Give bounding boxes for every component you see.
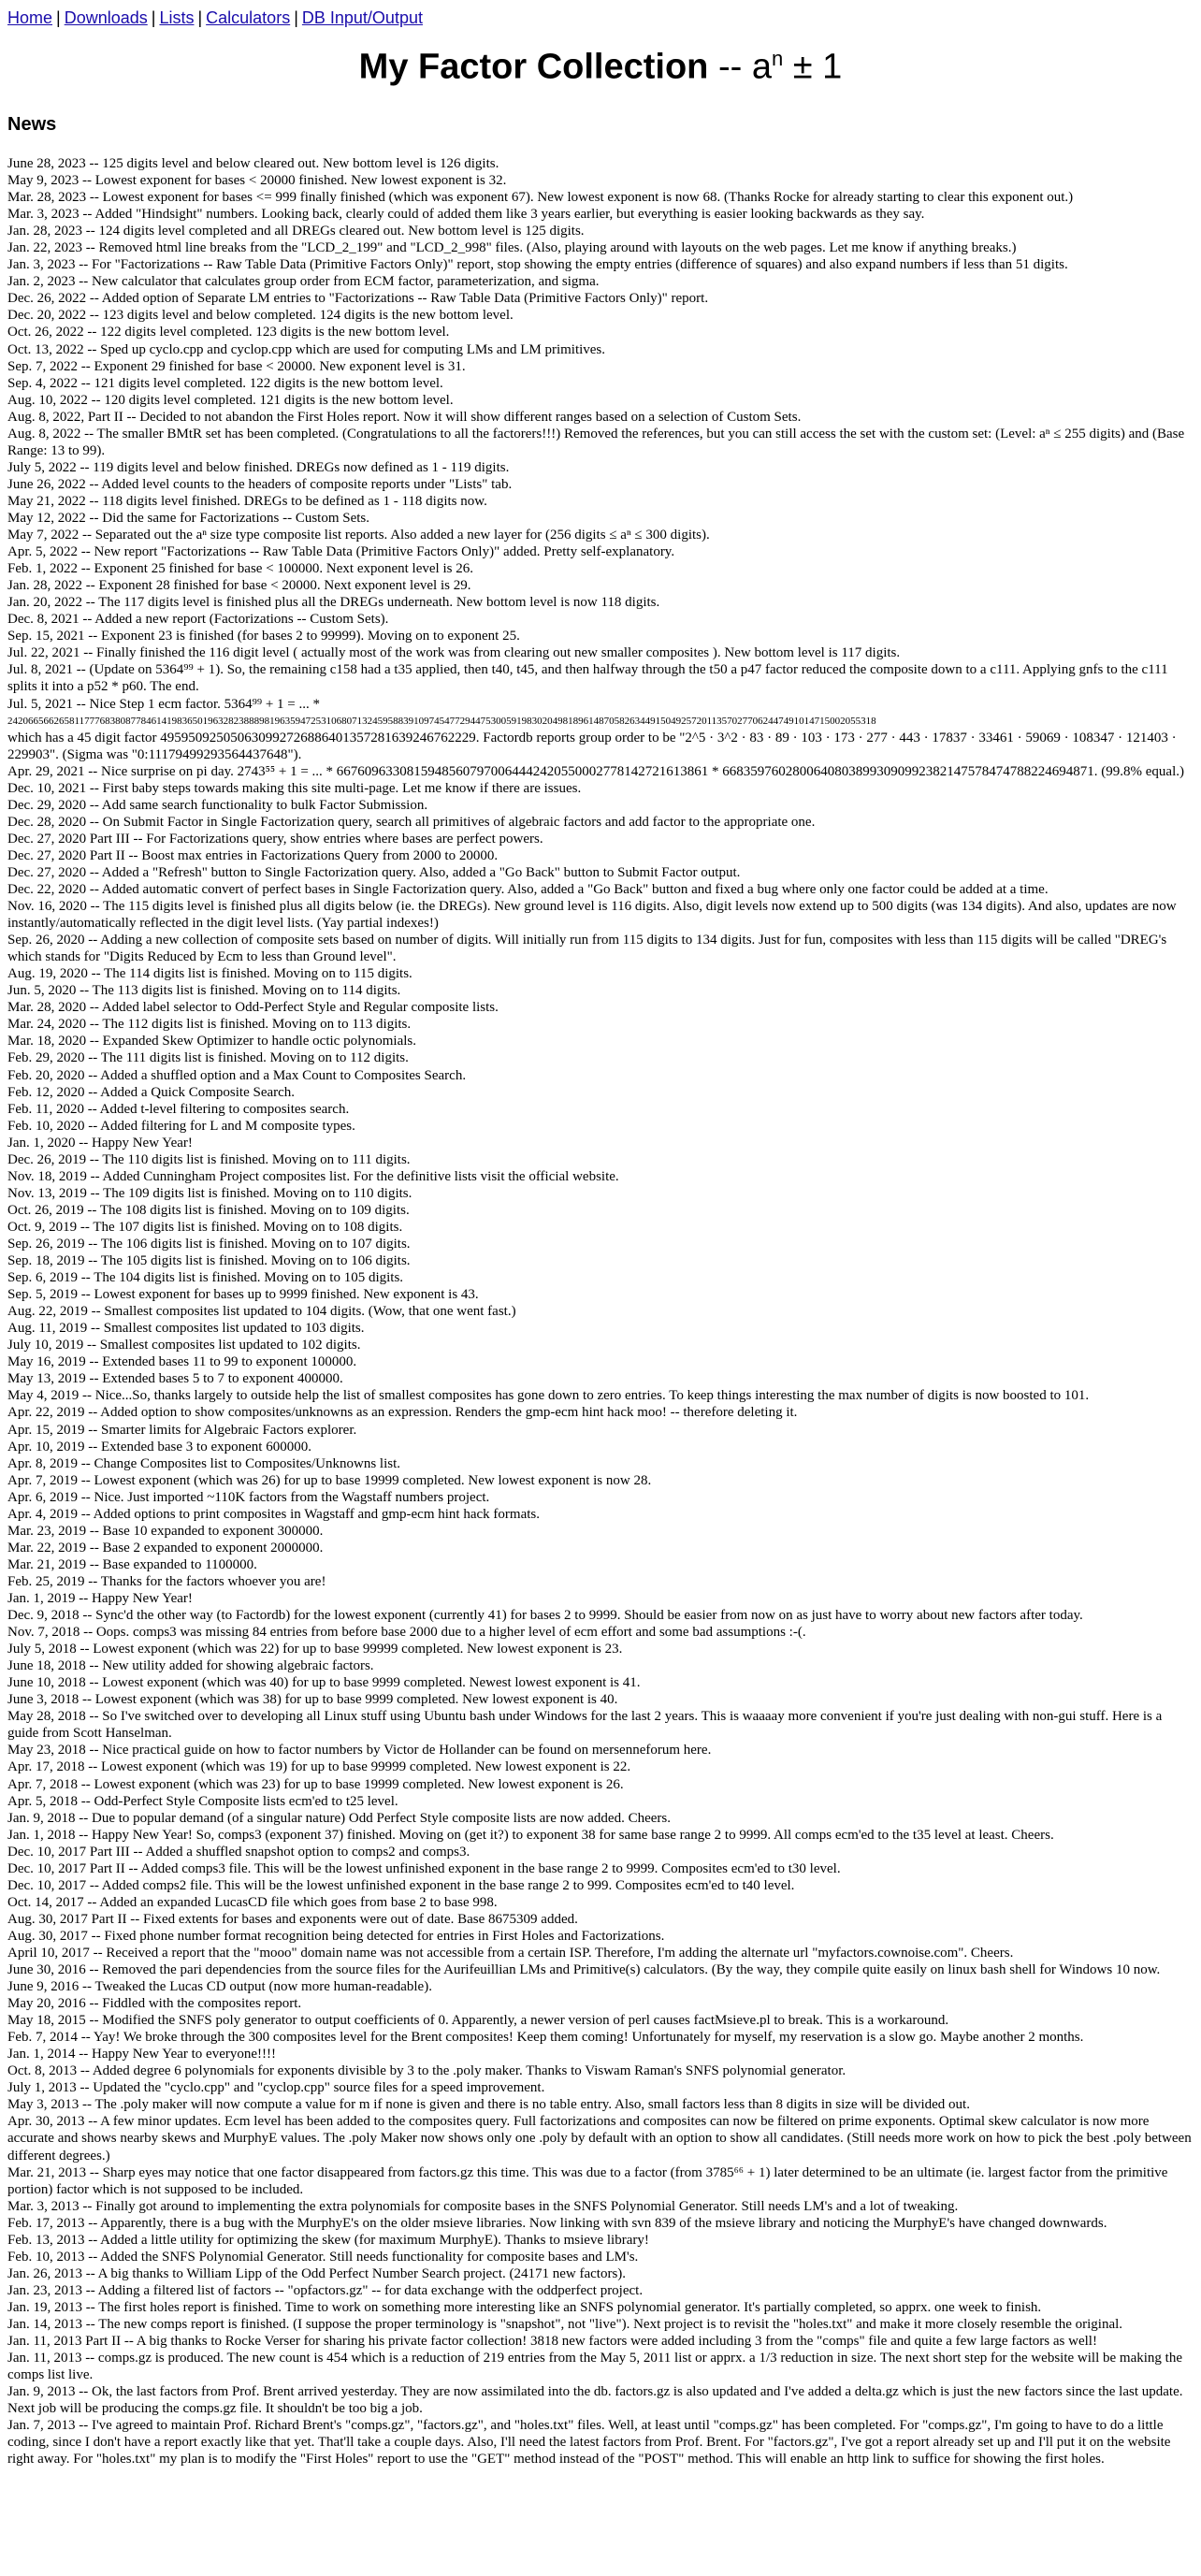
- news-item: Apr. 5, 2018 -- Odd-Perfect Style Composite lists ecm'ed to t25 level.: [7, 1793, 398, 1809]
- news-item: Dec. 22, 2020 -- Added automatic convert of perfect bases in Single Factorization query. Also, added a "Go Back" button and fixed a bug where only one factor could be added at a time.: [7, 882, 1049, 898]
- news-item: Nov. 13, 2019 -- The 109 digits list is finished. Moving on to 110 digits.: [7, 1185, 412, 1201]
- news-item: July 5, 2022 -- 119 digits level and below finished. DREGs now defined as 1 - 119 digits.: [7, 459, 510, 475]
- news-item: June 3, 2018 -- Lowest exponent (which was 38) for up to base 9999 completed. New lowest exponent is 40.: [7, 1692, 618, 1708]
- nav-separator: |: [151, 8, 156, 27]
- news-item: Feb. 20, 2020 -- Added a shuffled option and a Max Count to Composites Search.: [7, 1067, 467, 1083]
- news-item: Jan. 11, 2013 -- comps.gz is produced. The new count is 454 which is a reduction of 219 entries from the May 5, 2011 list or apprx. a 1/3 reduction in size. The next short step for the website will be making the comps list live.: [7, 2351, 1182, 2383]
- news-item: Aug. 30, 2017 Part II -- Fixed extents for bases and exponents were out of date. Base 8675309 added.: [7, 1911, 578, 1927]
- news-item: Mar. 22, 2019 -- Base 2 expanded to exponent 2000000.: [7, 1540, 324, 1556]
- news-item: June 10, 2018 -- Lowest exponent (which was 40) for up to base 9999 completed. Newest lowest exponent is 41.: [7, 1675, 641, 1691]
- news-item: Apr. 17, 2018 -- Lowest exponent (which was 19) for up to base 99999 completed. New lowest exponent is 22.: [7, 1759, 631, 1775]
- news-item: Jan. 11, 2013 Part II -- A big thanks to Rocke Verser for sharing his private factor collection! 3818 new factors were added including 3 from the "comps" file and quite a few large factors as well!: [7, 2334, 1097, 2350]
- news-item: Feb. 29, 2020 -- The 111 digits list is finished. Moving on to 112 digits.: [7, 1050, 409, 1066]
- news-item: Jan. 1, 2014 -- Happy New Year to everyone!!!!: [7, 2047, 276, 2062]
- news-item: Jan. 3, 2023 -- For "Factorizations -- Raw Table Data (Primitive Factors Only)" report, stop showing the empty entries (difference of squares) and also expand numbers if less than 51 digits.: [7, 257, 1068, 273]
- news-item: Sep. 6, 2019 -- The 104 digits list is finished. Moving on to 105 digits.: [7, 1270, 404, 1286]
- news-item: Dec. 27, 2020 Part II -- Boost max entries in Factorizations Query from 2000 to 20000.: [7, 847, 499, 863]
- nav-home-link[interactable]: Home: [7, 8, 53, 27]
- page-title-main: My Factor Collection: [358, 47, 709, 87]
- news-item: Mar. 28, 2023 -- Lowest exponent for bases <= 999 finally finished (which was exponent 67). New lowest exponent is now 68. (Thanks Rocke for already starting to clear this exponent out.): [7, 190, 1074, 206]
- news-item: Sep. 18, 2019 -- The 105 digits list is finished. Moving on to 106 digits.: [7, 1253, 411, 1269]
- news-item: Mar. 3, 2013 -- Finally got around to implementing the extra polynomials for composite bases in the SNFS Polynomial Generator. Still needs LM's and a lot of tweaking.: [7, 2198, 959, 2214]
- news-item: July 10, 2019 -- Smallest composites list updated to 102 digits.: [7, 1338, 361, 1353]
- news-item: Aug. 10, 2022 -- 120 digits level completed. 121 digits is the new bottom level.: [7, 392, 454, 408]
- news-item: Nov. 18, 2019 -- Added Cunningham Project composites list. For the definitive lists visit the official website.: [7, 1168, 619, 1184]
- news-item: May 3, 2013 -- The .poly maker will now compute a value for m if none is given and there is no table entry. Also, small factors less than 8 digits in size will be divided out.: [7, 2097, 970, 2113]
- news-item: Jan. 19, 2013 -- The first holes report is finished. Time to work on something more interesting like an SNFS polynomial generator. It's partially completed, so apprx. one week to finish.: [7, 2299, 1042, 2315]
- news-item: Mar. 18, 2020 -- Expanded Skew Optimizer to handle octic polynomials.: [7, 1034, 416, 1049]
- news-item: Feb. 13, 2013 -- Added a little utility for optimizing the skew (for maximum MurphyE). Thanks to msieve library!: [7, 2232, 649, 2248]
- news-item: Dec. 10, 2021 -- First baby steps towards making this site multi-page. Let me know if there are issues.: [7, 780, 582, 796]
- news-item: June 30, 2016 -- Removed the pari dependencies from the source files for the Aurifeuillian LMs and Primitive(s) calculators. (By the way, they compile quite easily on linux bash shell for Windows 10 now.: [7, 1962, 1161, 1978]
- news-item: June 26, 2022 -- Added level counts to the headers of composite reports under "Lists" tab.: [7, 476, 513, 492]
- news-item: May 7, 2022 -- Separated out the aⁿ size type composite list reports. Also added a new layer for (256 digits ≤ aⁿ ≤ 300 digits).: [7, 528, 710, 543]
- news-item: Dec. 27, 2020 -- Added a "Refresh" button to Single Factorization query. Also, added a "Go Back" button to Submit Factor output.: [7, 864, 741, 880]
- news-item: May 13, 2019 -- Extended bases 5 to 7 to exponent 400000.: [7, 1371, 343, 1387]
- nav-separator: |: [294, 8, 298, 27]
- news-item: Dec. 26, 2022 -- Added option of Separate LM entries to "Factorizations -- Raw Table Data (Primitive Factors Only)" report.: [7, 291, 709, 307]
- news-item: Mar. 21, 2013 -- Sharp eyes may notice that one factor disappeared from factors.gz this time. This was due to a factor (from 3785⁶⁶ + 1) later determined to be an ultimate (ie. largest factor from the primitive portion) factor which is not supposed to be included.: [7, 2164, 1168, 2197]
- news-item: Dec. 10, 2017 Part III -- Added a shuffled snapshot option to comps2 and comps3.: [7, 1844, 470, 1860]
- news-item: Sep. 15, 2021 -- Exponent 23 is finished (for bases 2 to 99999). Moving on to exponent 25.: [7, 629, 520, 644]
- news-item: Feb. 10, 2020 -- Added filtering for L and M composite types.: [7, 1118, 355, 1134]
- news-item: Apr. 15, 2019 -- Smarter limits for Algebraic Factors explorer.: [7, 1422, 357, 1438]
- news-item: June 18, 2018 -- New utility added for showing algebraic factors.: [7, 1658, 374, 1674]
- news-item: Jul. 8, 2021 -- (Update on 5364⁹⁹ + 1). So, the remaining c158 had a t35 applied, then t40, t45, and then halfway through the t50 a p47 factor reduced the composite down to a c111. Applying gnfs to the c111 splits it into a p52 * p60. The end.: [7, 662, 1168, 695]
- news-item: Dec. 20, 2022 -- 123 digits level and below completed. 124 digits is the new bottom level.: [7, 308, 514, 324]
- news-item: Feb. 12, 2020 -- Added a Quick Composite Search.: [7, 1084, 296, 1100]
- news-item: Jan. 9, 2013 -- Ok, the last factors from Prof. Brent arrived yesterday. They are now assimilated into the db. factors.gz is also updated and I've added a delta.gz which is just the new factors since the last update. Next job will be producing the comps.gz file. It shouldn't be too big a job.: [7, 2384, 1183, 2417]
- news-item: May 28, 2018 -- So I've switched over to developing all Linux stuff using Ubuntu bash under Windows for the last 2 years. This is waaaay more convenient if you're just dealing with non-gui stuff. Here is a guide from Scott Hanselman.: [7, 1709, 1163, 1742]
- news-item: Nov. 16, 2020 -- The 115 digits level is finished plus all digits below (ie. the DREGs). New ground level is 116 digits. Also, digit levels now extend up to 500 digits (was 134 digits). And also, updates are now instantly/automatically reflected in the digit level lists. (Yay partial indexes!): [7, 899, 1177, 932]
- news-item: Dec. 26, 2019 -- The 110 digits list is finished. Moving on to 111 digits.: [7, 1151, 411, 1167]
- news-item: Aug. 22, 2019 -- Smallest composites list updated to 104 digits. (Wow, that one went fast.): [7, 1304, 516, 1320]
- news-item: Apr. 10, 2019 -- Extended base 3 to exponent 600000.: [7, 1439, 311, 1454]
- news-item: Sep. 26, 2020 -- Adding a new collection of composite sets based on number of digits. Will initially run from 115 digits to 134 digits. Just for fun, composites with less than 115 digits will be called "DREG's which stands for "Digits Reduced by Ecm to less than Ground level".: [7, 933, 1167, 965]
- news-item: Apr. 7, 2018 -- Lowest exponent (which was 23) for up to base 19999 completed. New lowest exponent is 26.: [7, 1776, 624, 1792]
- page-title-dash: -- a: [708, 47, 772, 87]
- news-item: Jan. 2, 2023 -- New calculator that calculates group order from ECM factor, parameterization, and sigma.: [7, 274, 600, 290]
- news-item: June 9, 2016 -- Tweaked the Lucas CD output (now more human-readable).: [7, 1979, 432, 1995]
- news-item: May 4, 2019 -- Nice...So, thanks largely to outside help the list of smallest composites has gone down to zero entries. To keep things interesting the max number of digits is now boosted to 101.: [7, 1388, 1090, 1404]
- news-item: which has a 45 digit factor 495950925050630992726886401357281639246762229. Factordb reports group order to be "2^5 · 3^2 · 83 · 89 · 103 · 173 · 277 · 443 · 17837 · 33461 · 59069 · 108347 · 121403 · 229903". (Sigma was "0:11179499293564437648").: [7, 730, 1177, 762]
- news-item: May 21, 2022 -- 118 digits level finished. DREGs to be defined as 1 - 118 digits now.: [7, 493, 487, 509]
- news-item: Jan. 26, 2013 -- A big thanks to William Lipp of the Odd Perfect Number Search project. (24171 new factors).: [7, 2265, 627, 2281]
- news-item: Mar. 21, 2019 -- Base expanded to 1100000.: [7, 1556, 257, 1572]
- news-item: Jan. 1, 2020 -- Happy New Year!: [7, 1135, 193, 1151]
- news-item: Apr. 8, 2019 -- Change Composites list to Composites/Unknowns list.: [7, 1455, 401, 1471]
- news-item: Dec. 10, 2017 Part II -- Added comps3 file. This will be the lowest unfinished exponent in the base range 2 to 9999. Composites ecm'ed to t30 level.: [7, 1860, 841, 1876]
- news-item: Apr. 22, 2019 -- Added option to show composites/unknowns as an expression. Renders the gmp-ecm hint hack moo! -- therefore deleting it.: [7, 1405, 798, 1421]
- news-item: May 23, 2018 -- Nice practical guide on how to factor numbers by Victor de Hollander can be found on mersenneforum here.: [7, 1743, 712, 1758]
- news-item: Aug. 19, 2020 -- The 114 digits list is finished. Moving on to 115 digits.: [7, 966, 412, 982]
- news-item: Jan. 1, 2019 -- Happy New Year!: [7, 1590, 193, 1606]
- news-item: Oct. 13, 2022 -- Sped up cyclo.cpp and cyclop.cpp which are used for computing LMs and LM primitives.: [7, 341, 606, 357]
- news-item: May 20, 2016 -- Fiddled with the composites report.: [7, 1996, 302, 2012]
- nav-separator: |: [197, 8, 203, 27]
- news-item: Aug. 11, 2019 -- Smallest composites list updated to 103 digits.: [7, 1321, 365, 1337]
- news-item: 2420665662658117776838087784614198365019632823888981963594725310680713245958839109745477294475300591983020498189614870582634491504925720113570277062447491014715002055318: [7, 715, 876, 727]
- nav-db-input-output-link[interactable]: DB Input/Output: [301, 8, 423, 27]
- news-item: Feb. 17, 2013 -- Apparently, there is a bug with the MurphyE's on the older msieve libraries. Now linking with svn 839 of the msieve library and noticing the MurphyE's have changed downwards.: [7, 2215, 1107, 2231]
- news-item: Jan. 28, 2022 -- Exponent 28 finished for base < 20000. Next exponent level is 29.: [7, 578, 471, 594]
- page-title-rest: ± 1: [783, 47, 843, 87]
- nav-separator: |: [56, 8, 61, 27]
- news-item: Dec. 27, 2020 Part III -- For Factorizations query, show entries where bases are perfect powers.: [7, 831, 543, 847]
- news-item: Jan. 22, 2023 -- Removed html line breaks from the "LCD_2_199" and "LCD_2_998" files. (Also, playing around with layouts on the web pages. Let me know if anything breaks.): [7, 240, 1017, 256]
- news-item: Jan. 23, 2013 -- Adding a filtered list of factors -- "opfactors.gz" -- for data exchange with the oddperfect project.: [7, 2282, 644, 2298]
- news-item: Aug. 8, 2022, Part II -- Decided to not abandon the First Holes report. Now it will show different ranges based on a selection of Custom Sets.: [7, 409, 802, 425]
- news-item: Apr. 30, 2013 -- A few minor updates. Ecm level has been added to the composites query. Full factorizations and composites can now be filtered on prime exponents. Optimal skew calculator is now more accurate and shows nearby skews and MurphyE values. The .poly Maker now shows only one .poly by default with an option to show all candidates. (Still needs more work on how to pick the best .poly between different degrees.): [7, 2114, 1192, 2164]
- news-item: Sep. 4, 2022 -- 121 digits level completed. 122 digits is the new bottom level.: [7, 375, 443, 391]
- news-item: Jan. 1, 2018 -- Happy New Year! So, comps3 (exponent 37) finished. Moving on (get it?) to exponent 38 for same base range 2 to 9999. All comps ecm'ed to the t35 level at least. Cheers.: [7, 1827, 1054, 1843]
- news-item: Mar. 3, 2023 -- Added "Hindsight" numbers. Looking back, clearly could of added them like 3 years earlier, but everything is easier looking backwards as they say.: [7, 207, 925, 223]
- news-item: Dec. 8, 2021 -- Added a new report (Factorizations -- Custom Sets).: [7, 612, 389, 628]
- news-item: Apr. 7, 2019 -- Lowest exponent (which was 26) for up to base 19999 completed. New lowest exponent is now 28.: [7, 1472, 652, 1488]
- page-title: [0, 47, 1201, 88]
- news-item: Feb. 25, 2019 -- Thanks for the factors whoever you are!: [7, 1573, 326, 1589]
- news-item: Jul. 5, 2021 -- Nice Step 1 ecm factor. 5364⁹⁹ + 1 = ... *: [7, 696, 320, 712]
- news-item: May 16, 2019 -- Extended bases 11 to 99 to exponent 100000.: [7, 1354, 357, 1370]
- news-item: Aug. 8, 2022 -- The smaller BMtR set has been completed. (Congratulations to all the factorers!!!) Removed the references, but you can still access the set with the custom set: (Level: aⁿ ≤ 255 digits) and (Base Range: 13 to 99).: [7, 426, 1185, 458]
- news-item: Apr. 6, 2019 -- Nice. Just imported ~110K factors from the Wagstaff numbers project.: [7, 1489, 490, 1505]
- news-item: Aug. 30, 2017 -- Fixed phone number format recognition being detected for entries in First Holes and Factorizations.: [7, 1928, 665, 1944]
- news-item: Mar. 23, 2019 -- Base 10 expanded to exponent 300000.: [7, 1523, 324, 1539]
- news-item: May 12, 2022 -- Did the same for Factorizations -- Custom Sets.: [7, 510, 370, 526]
- nav-calculators-link[interactable]: Calculators: [206, 8, 291, 27]
- news-item: Feb. 1, 2022 -- Exponent 25 finished for base < 100000. Next exponent level is 26.: [7, 561, 473, 577]
- news-item: Jan. 14, 2013 -- The new comps report is finished. (I suppose the proper terminology is "snapshot", not "live"). Next project is to revisit the "holes.txt" and make it more closely resemble the original.: [7, 2317, 1123, 2332]
- news-item: Sep. 5, 2019 -- Lowest exponent for bases up to 9999 finished. New exponent is 43.: [7, 1287, 479, 1303]
- news-item: Apr. 4, 2019 -- Added options to print composites in Wagstaff and gmp-ecm hint hack formats.: [7, 1506, 540, 1522]
- news-item: Oct. 9, 2019 -- The 107 digits list is finished. Moving on to 108 digits.: [7, 1219, 403, 1235]
- news-item: Jul. 22, 2021 -- Finally finished the 116 digit level ( actually most of the work was from clearing out new smaller composites ). New bottom level is 117 digits.: [7, 645, 901, 661]
- news-item: Jan. 9, 2018 -- Due to popular demand (of a singular nature) Odd Perfect Style composite lists are now added. Cheers.: [7, 1810, 671, 1826]
- news-item: Feb. 11, 2020 -- Added t-level filtering to composites search.: [7, 1101, 350, 1117]
- news-list: [7, 155, 1194, 2467]
- news-item: July 1, 2013 -- Updated the "cyclo.cpp" and "cyclop.cpp" source files for a speed improvement.: [7, 2080, 545, 2096]
- news-item: Oct. 8, 2013 -- Added degree 6 polynomials for exponents divisible by 3 to the .poly maker. Thanks to Viswam Raman's SNFS polynomial generator.: [7, 2063, 846, 2079]
- news-item: Sep. 7, 2022 -- Exponent 29 finished for base < 20000. New exponent level is 31.: [7, 358, 466, 374]
- news-item: May 9, 2023 -- Lowest exponent for bases < 20000 finished. New lowest exponent is 32.: [7, 173, 507, 189]
- news-item: Jan. 20, 2022 -- The 117 digits level is finished plus all the DREGs underneath. New bottom level is now 118 digits.: [7, 595, 660, 611]
- news-item: Dec. 28, 2020 -- On Submit Factor in Single Factorization query, search all primitives of algebraic factors and add factor to the appropriate one.: [7, 814, 816, 830]
- nav-lists-link[interactable]: Lists: [159, 8, 195, 27]
- nav-downloads-link[interactable]: Downloads: [64, 8, 148, 27]
- news-item: Jan. 7, 2013 -- I've agreed to maintain Prof. Richard Brent's "comps.gz", "factors.gz", and "holes.txt" files. Well, at least until "comps.gz" has been completed. For "comps.gz", I'm going to have to do a little coding, since I don't have a report exactly like that yet. That'll take a couple days. Also, I'll need the latest factors from Prof. Brent. For "factors.gz", I've got a report already set up and I'll put it on the website right away. For "holes.txt" my plan is to modify the "First Holes" report to use the "GET" method instead of the "POST" method. This will enable an http link to suffice for showing the first holes.: [7, 2418, 1171, 2467]
- page-title-superscript: n: [771, 47, 784, 70]
- news-item: Apr. 29, 2021 -- Nice surprise on pi day. 2743⁵⁵ + 1 = ... * 66760963308159485607970064442420550002778142721613861 * 66835976028006408038993090992382147578474788224694871. (99.8% equal.): [7, 763, 1184, 779]
- news-item: Jan. 28, 2023 -- 124 digits level completed and all DREGs cleared out. New bottom level is 125 digits.: [7, 224, 585, 239]
- news-item: Oct. 26, 2022 -- 122 digits level completed. 123 digits is the new bottom level.: [7, 325, 450, 340]
- top-navigation: [7, 8, 423, 28]
- news-item: Jun. 5, 2020 -- The 113 digits list is finished. Moving on to 114 digits.: [7, 983, 401, 999]
- news-item: Mar. 24, 2020 -- The 112 digits list is finished. Moving on to 113 digits.: [7, 1017, 412, 1033]
- news-item: Feb. 10, 2013 -- Added the SNFS Polynomial Generator. Still needs functionality for composite bases and LM's.: [7, 2249, 639, 2265]
- news-heading: News: [7, 114, 57, 135]
- news-item: Feb. 7, 2014 -- Yay! We broke through the 300 composites level for the Brent composites! Keep them coming! Unfortunately for myself, my reservation is a slow go. Maybe another 2 months.: [7, 2030, 1084, 2046]
- news-item: Dec. 29, 2020 -- Add same search functionality to bulk Factor Submission.: [7, 797, 428, 813]
- news-item: Sep. 26, 2019 -- The 106 digits list is finished. Moving on to 107 digits.: [7, 1237, 411, 1252]
- news-item: Nov. 7, 2018 -- Oops. comps3 was missing 84 entries from before base 2000 due to a higher level of ecm effort and some bad assumptions :-(.: [7, 1625, 806, 1641]
- news-item: July 5, 2018 -- Lowest exponent (which was 22) for up to base 99999 completed. New lowest exponent is 23.: [7, 1642, 623, 1657]
- news-item: June 28, 2023 -- 125 digits level and below cleared out. New bottom level is 126 digits.: [7, 156, 499, 171]
- news-item: April 10, 2017 -- Received a report that the "mooo" domain name was not accessible from a certain ISP. Therefore, I'm adding the alternate url "myfactors.cownoise.com". Cheers.: [7, 1945, 1014, 1961]
- news-item: Oct. 26, 2019 -- The 108 digits list is finished. Moving on to 109 digits.: [7, 1202, 410, 1218]
- news-item: Oct. 14, 2017 -- Added an expanded LucasCD file which goes from base 2 to base 998.: [7, 1894, 498, 1910]
- news-item: Apr. 5, 2022 -- New report "Factorizations -- Raw Table Data (Primitive Factors Only)" added. Pretty self-explanatory.: [7, 544, 675, 560]
- news-item: Dec. 9, 2018 -- Sync'd the other way (to Factordb) for the lowest exponent (currently 41) for bases 2 to 9999. Should be easier from now on as just have to worry about new factors after today.: [7, 1608, 1083, 1624]
- news-item: Mar. 28, 2020 -- Added label selector to Odd-Perfect Style and Regular composite lists.: [7, 1000, 499, 1016]
- news-item: Dec. 10, 2017 -- Added comps2 file. This will be the lowest unfinished exponent in the base range 2 to 999. Composites ecm'ed to t40 level.: [7, 1877, 795, 1893]
- news-item: May 18, 2015 -- Modified the SNFS poly generator to output coefficients of 0. Apparently, a newer version of perl causes factMsieve.pl to break. This is a workaround.: [7, 2013, 949, 2029]
